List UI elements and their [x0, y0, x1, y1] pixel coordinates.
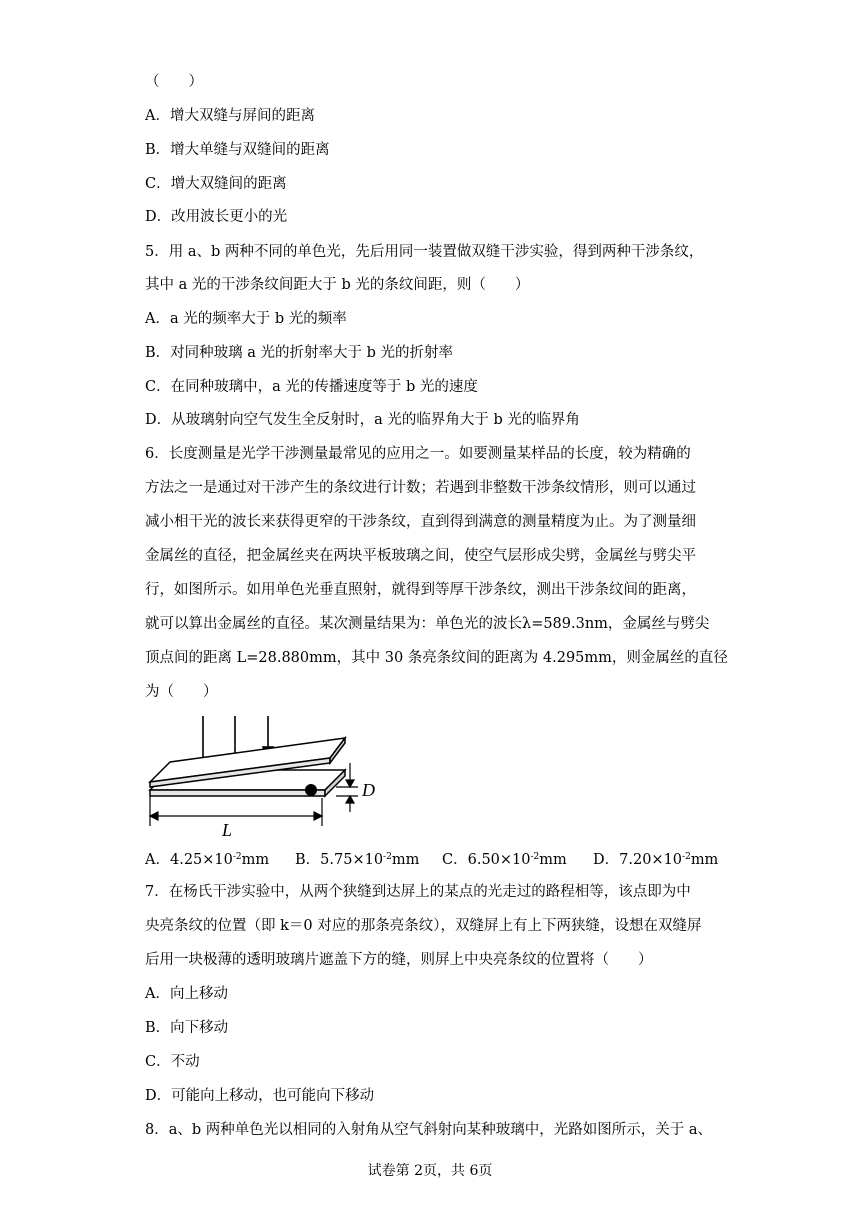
q6-stem-line: 为（ ） — [145, 684, 218, 700]
label-d: D — [362, 780, 375, 800]
page-footer: 试卷第 2页，共 6页 — [367, 1163, 493, 1179]
q7-option-b: B．向下移动 — [145, 1020, 229, 1036]
q6-option-b: B．$5.75\times 10^{-2}mm$ — [295, 852, 420, 868]
q4-option-a: A．增大双缝与屏间的距离 — [145, 108, 315, 124]
q7-option-a: A．向上移动 — [145, 986, 228, 1002]
q4-option-c: C．增大双缝间的距离 — [145, 176, 287, 192]
q6-stem-line: 行，如图所示。如用单色光垂直照射，就得到等厚干涉条纹，测出干涉条纹间的距离， — [145, 582, 696, 598]
q6-stem-line: 6．长度测量是光学干涉测量最常见的应用之一。如要测量某样品的长度，较为精确的 — [145, 446, 691, 462]
label-l: L — [222, 820, 233, 840]
q6-stem-line: 减小相干光的波长来获得更窄的干涉条纹，直到得到满意的测量精度为止。为了测量细 — [145, 514, 696, 530]
q7-stem-line: 后用一块极薄的透明玻璃片遮盖下方的缝，则屏上中央亮条纹的位置将（ ） — [145, 952, 653, 968]
q6-stem-line: 就可以算出金属丝的直径。某次测量结果为：单色光的波长λ=589.3nm，金属丝与劈尖 — [145, 616, 710, 632]
metal-wire — [305, 784, 317, 796]
q8-stem-line: 8．a、b 两种单色光以相同的入射角从空气斜射向某种玻璃中，光路如图所示，关于 a、 — [145, 1122, 713, 1138]
q6-stem-line: 方法之一是通过对干涉产生的条纹进行计数；若遇到非整数干涉条纹情形，则可以通过 — [145, 480, 696, 496]
q6-option-d: D．$7.20\times 10^{-2}mm$ — [593, 852, 719, 868]
q5-option-b: B．对同种玻璃 a 光的折射率大于 b 光的折射率 — [145, 345, 454, 361]
wedge-interference-figure — [140, 708, 390, 843]
q5-option-a: A．a 光的频率大于 b 光的频率 — [145, 311, 347, 327]
q4-option-d: D．改用波长更小的光 — [145, 209, 288, 225]
q6-option-c: C．$6.50\times 10^{-2}mm$ — [442, 852, 567, 868]
q5-stem-line: 其中 a 光的干涉条纹间距大于 b 光的条纹间距，则（ ） — [145, 277, 530, 293]
q5-option-c: C．在同种玻璃中，a 光的传播速度等于 b 光的速度 — [145, 379, 478, 395]
q7-option-c: C．不动 — [145, 1054, 200, 1070]
q4-blank: （ ） — [145, 74, 203, 90]
q5-option-d: D．从玻璃射向空气发生全反射时，a 光的临界角大于 b 光的临界角 — [145, 412, 580, 428]
q6-option-a: A．$4.25\times 10^{-2}mm$ — [145, 852, 270, 868]
dimension-l — [150, 796, 322, 826]
q6-stem-line: 金属丝的直径，把金属丝夹在两块平板玻璃之间，使空气层形成尖劈，金属丝与劈尖平 — [145, 548, 696, 564]
q6-stem-line: 顶点间的距离 L=28.880mm，其中 30 条亮条纹间的距离为 4.295mm，则金属丝的直径 — [145, 650, 728, 666]
q7-stem-line: 7．在杨氏干涉实验中，从两个狭缝到达屏上的某点的光走过的路程相等，该点即为中 — [145, 884, 691, 900]
q7-option-d: D．可能向上移动，也可能向下移动 — [145, 1088, 375, 1104]
q5-stem-line: 5．用 a、b 两种不同的单色光，先后用同一装置做双缝干涉实验，得到两种干涉条纹， — [145, 244, 704, 260]
q4-option-b: B．增大单缝与双缝间的距离 — [145, 142, 330, 158]
q7-stem-line: 央亮条纹的位置（即 k＝0 对应的那条亮条纹），双缝屏上有上下两狭缝，设想在双缝屏 — [145, 918, 702, 934]
